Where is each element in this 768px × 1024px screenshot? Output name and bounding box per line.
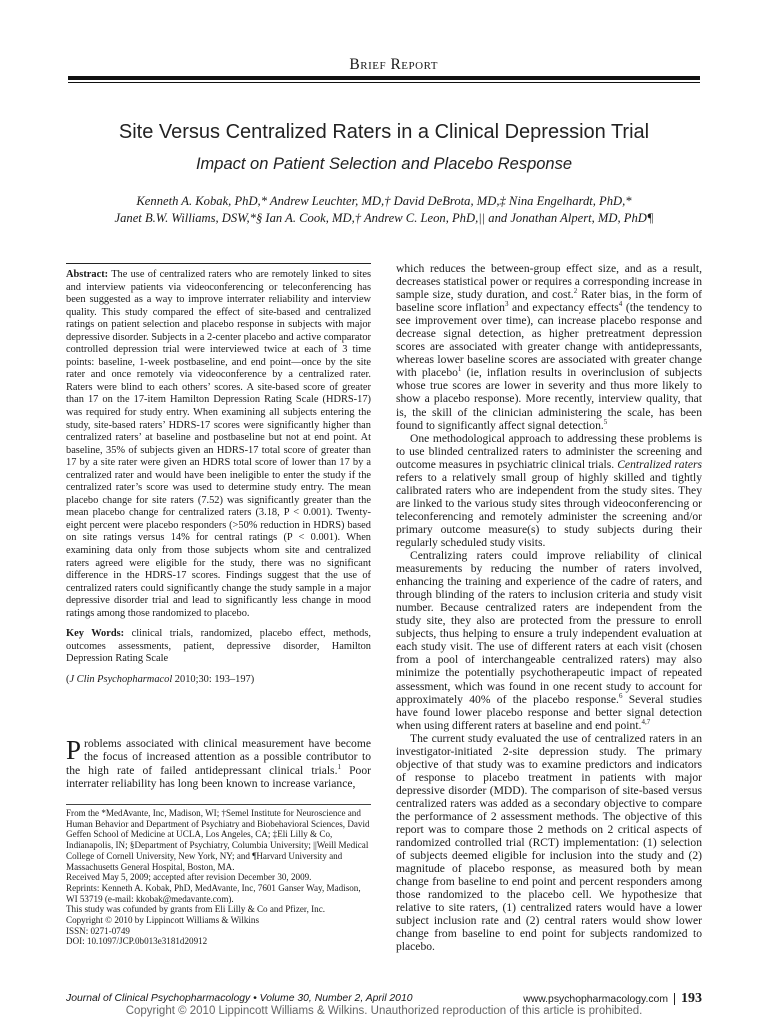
header-rule-thin: [68, 82, 700, 83]
header-rule-thick: [68, 76, 700, 80]
authors-line-2: Janet B.W. Williams, DSW,*§ Ian A. Cook, MD,† Andrew C. Leon, PhD,|| and Jonathan Alpert, MD, PhD¶: [114, 211, 654, 225]
footnote-issn: ISSN: 0271-0749: [66, 925, 130, 936]
copyright-notice: Copyright © 2010 Lippincott Williams & Wilkins. Unauthorized reproduction of this article is prohibited.: [125, 1005, 643, 1017]
abstract-paragraph: [66, 269, 371, 620]
citation-journal: J Clin Psychopharmacol: [69, 673, 173, 685]
footnote-reprints: Reprints: Kenneth A. Kobak, PhD, MedAvante, Inc, 7601 Ganser Way, Madison, WI 53719 (e-mail: kkobak@medavante.com).: [66, 882, 361, 904]
body-paragraph-3: Centralizing raters could improve reliability of clinical measurements by reducing the number of raters involved, enhancing the training and experience of the cadre of raters, and through blinding of the raters to inclusion criteria and study visit number. Because centralized raters are independent from the study site, they also are protected from the pressure to enroll subjects, thus helping to ensure a truly independent evaluation at each study visit. The use of different raters at each visit (chosen from a pool of interchangeable centralized raters) may also minimize the potentially psychotherapeutic impact of repeated assessment, which was found in one recent study to account for approximately 40% of the placebo response.$^6$ Several studies have found lower placebo response and better signal detection when using different raters at baseline and end point.$^{4,7}$: [396, 549, 702, 732]
footer-journal: Journal of Clinical Psychopharmacology • Volume 30, Number 2, April 2010: [66, 993, 413, 1004]
footnote-received: Received May 5, 2009; accepted after revision December 30, 2009.: [66, 872, 312, 883]
intro-text: roblems associated with clinical measurement have become the focus of increased attention as a possible contributor to the high rate of failed antidepressant clinical trials.: [66, 737, 371, 777]
footer-separator: [674, 993, 675, 1005]
footer-website-link[interactable]: www.psychopharmacology.com: [523, 993, 668, 1005]
right-column: [396, 262, 702, 953]
citation-rest: 2010;30: 193–197): [172, 673, 255, 685]
footnotes-block: [66, 808, 371, 947]
footnote-affiliations: From the *MedAvante, Inc, Madison, WI; †Semel Institute for Neuroscience and Human Behavior and Department of Psychiatry and Biobehavioral Sciences, David Geffen School of Medicine at UCLA, Los Angeles, CA; ‡Eli Lilly & Co, Indianapolis, IN; §Department of Psychiatry, Columbia University; ||Weill Medical College of Cornell University, New York, NY; and ¶Harvard University and Massachusetts General Hospital, Boston, MA.: [66, 808, 370, 872]
abstract-block: [66, 263, 371, 687]
footnote-funding: This study was cofunded by grants from Eli Lilly & Co and Pfizer, Inc.: [66, 904, 326, 915]
author-list: [40, 193, 728, 227]
section-label: Brief Report: [349, 56, 438, 73]
page-number: 193: [681, 991, 702, 1006]
keywords-label: Key Words:: [66, 628, 125, 640]
keywords-paragraph: [66, 628, 371, 666]
article-title: Site Versus Centralized Raters in a Clinical Depression Trial: [118, 121, 650, 143]
keywords-text: clinical trials, randomized, placebo effect, methods, outcomes assessments, patient, depressive disorder, Hamilton Depression Rating Scale: [66, 628, 371, 665]
abstract-rule: [66, 263, 371, 264]
citation: (J Clin Psychopharmacol 2010;30: 193–197): [66, 673, 255, 685]
abstract-text: The use of centralized raters who are remotely linked to sites and interview patients via videoconferencing or teleconferencing has been suggested as a way to improve interrater reliability and interview quality. This study compared the effect of site-based and centralized ratings on patient selection and placebo response in subjects with major depressive disorder. Subjects in a 2-center placebo and active comparator controlled depression trial were interviewed twice at each of 3 time points: baseline, 1-week postbaseline, and end point—once by the site rater and once remotely via videoconference by a centralized rater. Raters were blind to each others’ scores. A site-based score of greater than 17 on the 17-item Hamilton Depression Rating Scale (HDRS-17) was required for study entry. When examining all subjects entering the study, site-based raters’ HDRS-17 scores were significantly higher than centralized raters’ at baseline and postbaseline but not at end point. At baseline, 35% of subjects given an HDRS-17 total score of greater than 17 by a site rater were given an HDRS total score of lower than 17 by a centralized rater and would have been ineligible to enter the study if the centralized rater’s score was used to determine study entry. The mean placebo change for site raters (7.52) was significantly greater than the mean placebo change for centralized raters (3.18, P < 0.001). Twenty-eight percent were placebo responders (>50% reduction in HDRS) based on site ratings versus 14% for central ratings (P < 0.001). When examining data only from those subjects whom site and centralized raters agreed were eligible for the study, there was no significant difference in the HDRS-17 scores. Findings suggest that the use of centralized raters could significantly change the study sample in a major depressive disorder trial and lead to significantly less change in mood ratings among those randomized to placebo.: [66, 269, 371, 619]
intro-paragraph: [66, 737, 371, 790]
body-paragraph-4: The current study evaluated the use of centralized raters in an investigator-initiated 2-site depression study. The primary objective of that study was to examine predictors and indicators of response to placebo treatment in patients with major depressive disorder (MDD). The comparison of site-based versus centralized raters was added as a secondary objective to compare the performance of 2 assessment methods. The objective of this report was to compare those 2 methods on 2 critical aspects of randomized controlled trial (RCT) implementation: (1) selection of subjects deemed eligible for inclusion into the study and (2) magnitude of placebo response, as measured both by mean change from baseline to end point and percent responders among those randomized to the placebo cell. We hypothesize that relative to site raters, (1) centralized raters would have a lower subject inclusion rate and (2) central raters would show lower change from baseline to end point for subjects randomized to placebo.: [396, 731, 702, 954]
footnote-doi: DOI: 10.1097/JCP.0b013e3181d20912: [66, 936, 208, 947]
intro-ref-1: 1: [337, 762, 341, 771]
body-paragraph-2: One methodological approach to addressing these problems is to use blinded centralized raters to administer the screening and outcome measures in psychiatric clinical trials. Centralized raters refers to a relatively small group of highly skilled and tightly calibrated raters who are independent from the study sites. They are linked to the various study sites through videoconferencing or teleconferencing and remotely administer the screening and/or primary outcome measure(s) to study subjects during their regularly scheduled study visits.: [396, 431, 702, 549]
authors-line-1: Kenneth A. Kobak, PhD,* Andrew Leuchter, MD,† David DeBrota, MD,‡ Nina Engelhardt, PhD,*: [136, 194, 632, 208]
body-paragraph-1: which reduces the between-group effect size, and as a result, decreases statistical power or requires a corresponding increase in sample size, study duration, and cost.$^2$ Rater bias, in the form of baseline score inflation$^3$ and expectancy effects$^4$ (the tendency to see improvement over time), can increase placebo response and decrease signal detection, as higher pretreatment depression scores are associated with greater change with antidepressants, whereas lower baseline scores are associated with greater change with placebo$^1$ (ie, inflation results in overinclusion of subjects whose true scores are lower in severity and thus more likely to show a placebo response). More recently, interview quality, that is, the skill of the clinician administering the scale, has been found to significantly affect signal detection.$^5$: [396, 262, 702, 432]
article-subtitle: Impact on Patient Selection and Placebo Response: [195, 155, 573, 173]
drop-cap: P: [66, 735, 82, 765]
intro-text-2: Poor interrater reliability has long been known to increase variance,: [66, 763, 371, 790]
footnote-copyright: Copyright © 2010 by Lippincott Williams & Wilkins: [66, 915, 260, 926]
footnote-rule: [66, 804, 371, 805]
abstract-label: Abstract:: [66, 269, 109, 280]
